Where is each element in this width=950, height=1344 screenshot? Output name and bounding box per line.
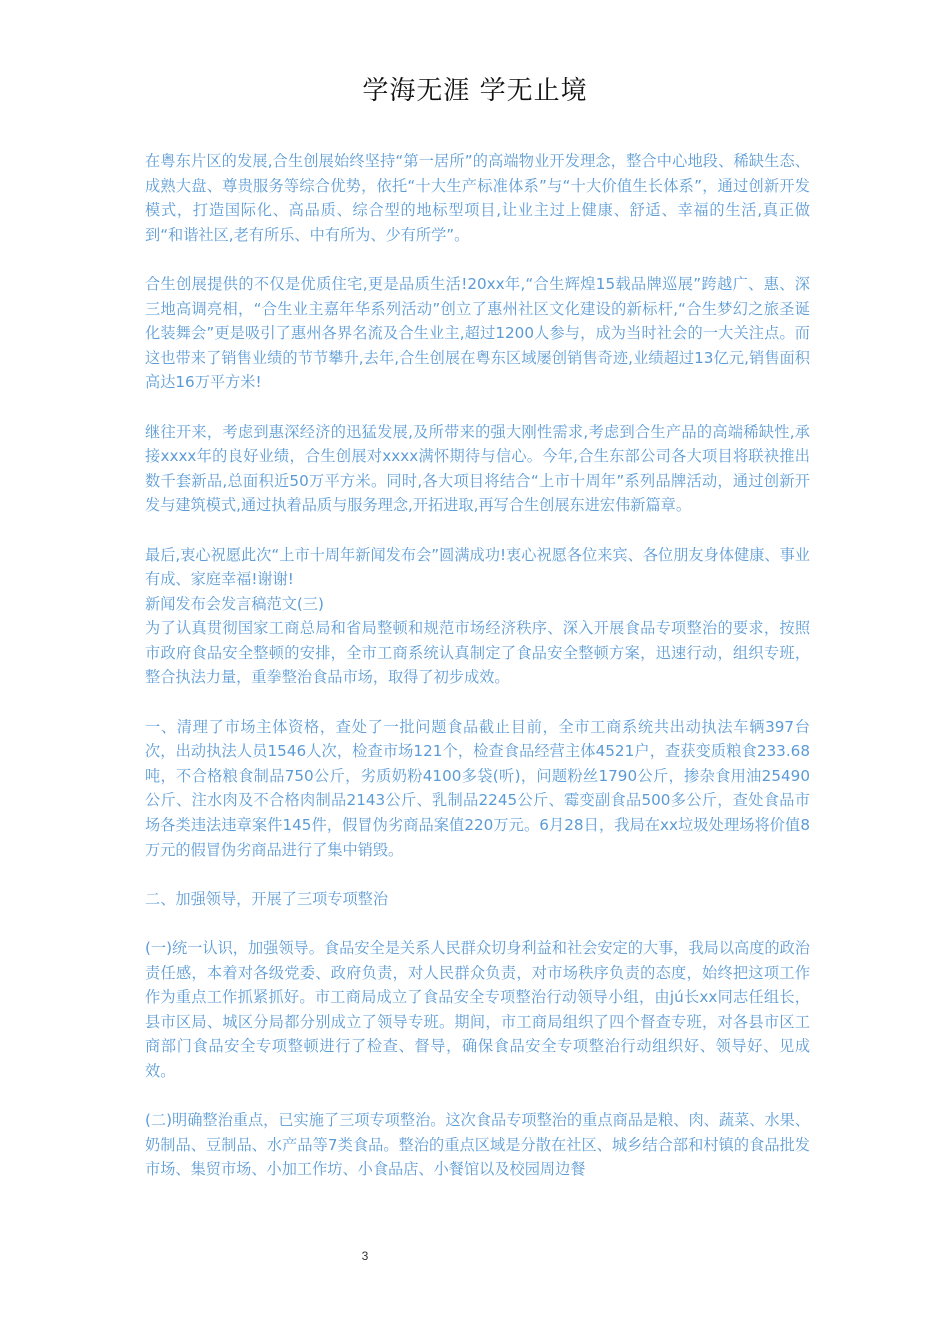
paragraph-gap [145,911,810,936]
paragraph-gap [145,1084,810,1109]
page-number: 3 [361,1249,369,1263]
page-header-title: 学海无涯 学无止境 [362,76,588,106]
document-body [145,149,810,1182]
paragraph-quality-life: 合生创展提供的不仅是优质住宅,更是品质生活!20xx年,“合生辉煌15载品牌巡展”跨越广、惠、深三地高调亮相，“合生业主嘉年华系列活动”创立了惠州社区文化建设的新标杆,“合生梦幻之旅圣诞化装舞会”更是吸引了惠州各界名流及合生业主,超过1200人参与，成为当时社会的一大关注点。而这也带来了销售业绩的节节攀升,去年,合生创展在粤东区域屡创销售奇迹,业绩超过13亿元,销售面积高达16万平方米! [145,274,810,392]
section-heading-leadership: 二、加强领导，开展了三项专项整治 [145,889,388,908]
paragraph-future-plans: 继往开来，考虑到惠深经济的迅猛发展,及所带来的强大刚性需求,考虑到合生产品的高端稀缺性,承接xxxx年的良好业绩，合生创展对xxxx满怀期待与信心。今年,合生东部公司各大项目将联袂推出数千套新品,总面积近50万平方米。同时,各大项目将结合“上市十周年”系列品牌活动，通过创新开发与建筑模式,通过执着品质与服务理念,开拓进取,再写合生创展东进宏伟新篇章。 [145,422,810,515]
paragraph-gap [145,518,810,543]
paragraph-food-safety-intro: 为了认真贯彻国家工商总局和省局整顿和规范市场经济秩序、深入开展食品专项整治的要求，按照市政府食品安全整顿的安排，全市工商系统认真制定了食品安全整顿方案，迅速行动，组织专班，整合执法力量，重拳整治食品市场，取得了初步成效。 [145,619,810,687]
paragraph-gap [145,395,810,420]
paragraph-gap [145,247,810,272]
paragraph-closing-wishes: 最后,衷心祝愿此次“上市十周年新闻发布会”圆满成功!衷心祝愿各位来宾、各位朋友身体健康、事业有成、家庭幸福!谢谢! [145,545,810,589]
paragraph-rectification-focus: (二)明确整治重点，已实施了三项专项整治。这次食品专项整治的重点商品是粮、肉、蔬菜、水果、奶制品、豆制品、水产品等7类食品。整治的重点区域是分散在社区、城乡结合部和村镇的食品批发市场、集贸市场、小加工作坊、小食品店、小餐馆以及校园周边餐 [145,1111,810,1179]
paragraph-market-inspection: 一、清理了市场主体资格，查处了一批问题食品截止目前，全市工商系统共出动执法车辆397台次，出动执法人员1546人次，检查市场121个，检查食品经营主体4521户，查获变质粮食233.68吨，不合格粮食制品750公斤，劣质奶粉4100多袋(听)，问题粉丝1790公斤，掺杂食用油25490公斤、注水肉及不合格肉制品2143公斤、乳制品2245公斤、霉变副食品500多公斤，查处食品市场各类违法违章案件145件，假冒伪劣商品案值220万元。6月28日，我局在xx垃圾处理场将价值8万元的假冒伪劣商品进行了集中销毁。 [145,717,810,859]
section-heading-sample-three: 新闻发布会发言稿范文(三) [145,594,324,613]
paragraph-gap [145,690,810,715]
paragraph-gap [145,862,810,887]
paragraph-development: 在粤东片区的发展,合生创展始终坚持“第一居所”的高端物业开发理念，整合中心地段、稀缺生态、成熟大盘、尊贵服务等综合优势，依托“十大生产标准体系”与“十大价值生长体系”，通过创新开发模式，打造国际化、高品质、综合型的地标型项目,让业主过上健康、舒适、幸福的生活,真正做到“和谐社区,老有所乐、中有所为、少有所学”。 [145,152,810,244]
paragraph-unified-understanding: (一)统一认识，加强领导。食品安全是关系人民群众切身利益和社会安定的大事，我局以高度的政治责任感，本着对各级党委、政府负责，对人民群众负责，对市场秩序负责的态度，始终把这项工作作为重点工作抓紧抓好。市工商局成立了食品安全专项整治行动领导小组，由jú长xx同志任组长，县市区局、城区分局都分别成立了领导专班。期间，市工商局组织了四个督查专班，对各县市区工商部门食品安全专项整顿进行了检查、督导，确保食品安全专项整治行动组织好、领导好、见成效。 [145,939,810,1080]
